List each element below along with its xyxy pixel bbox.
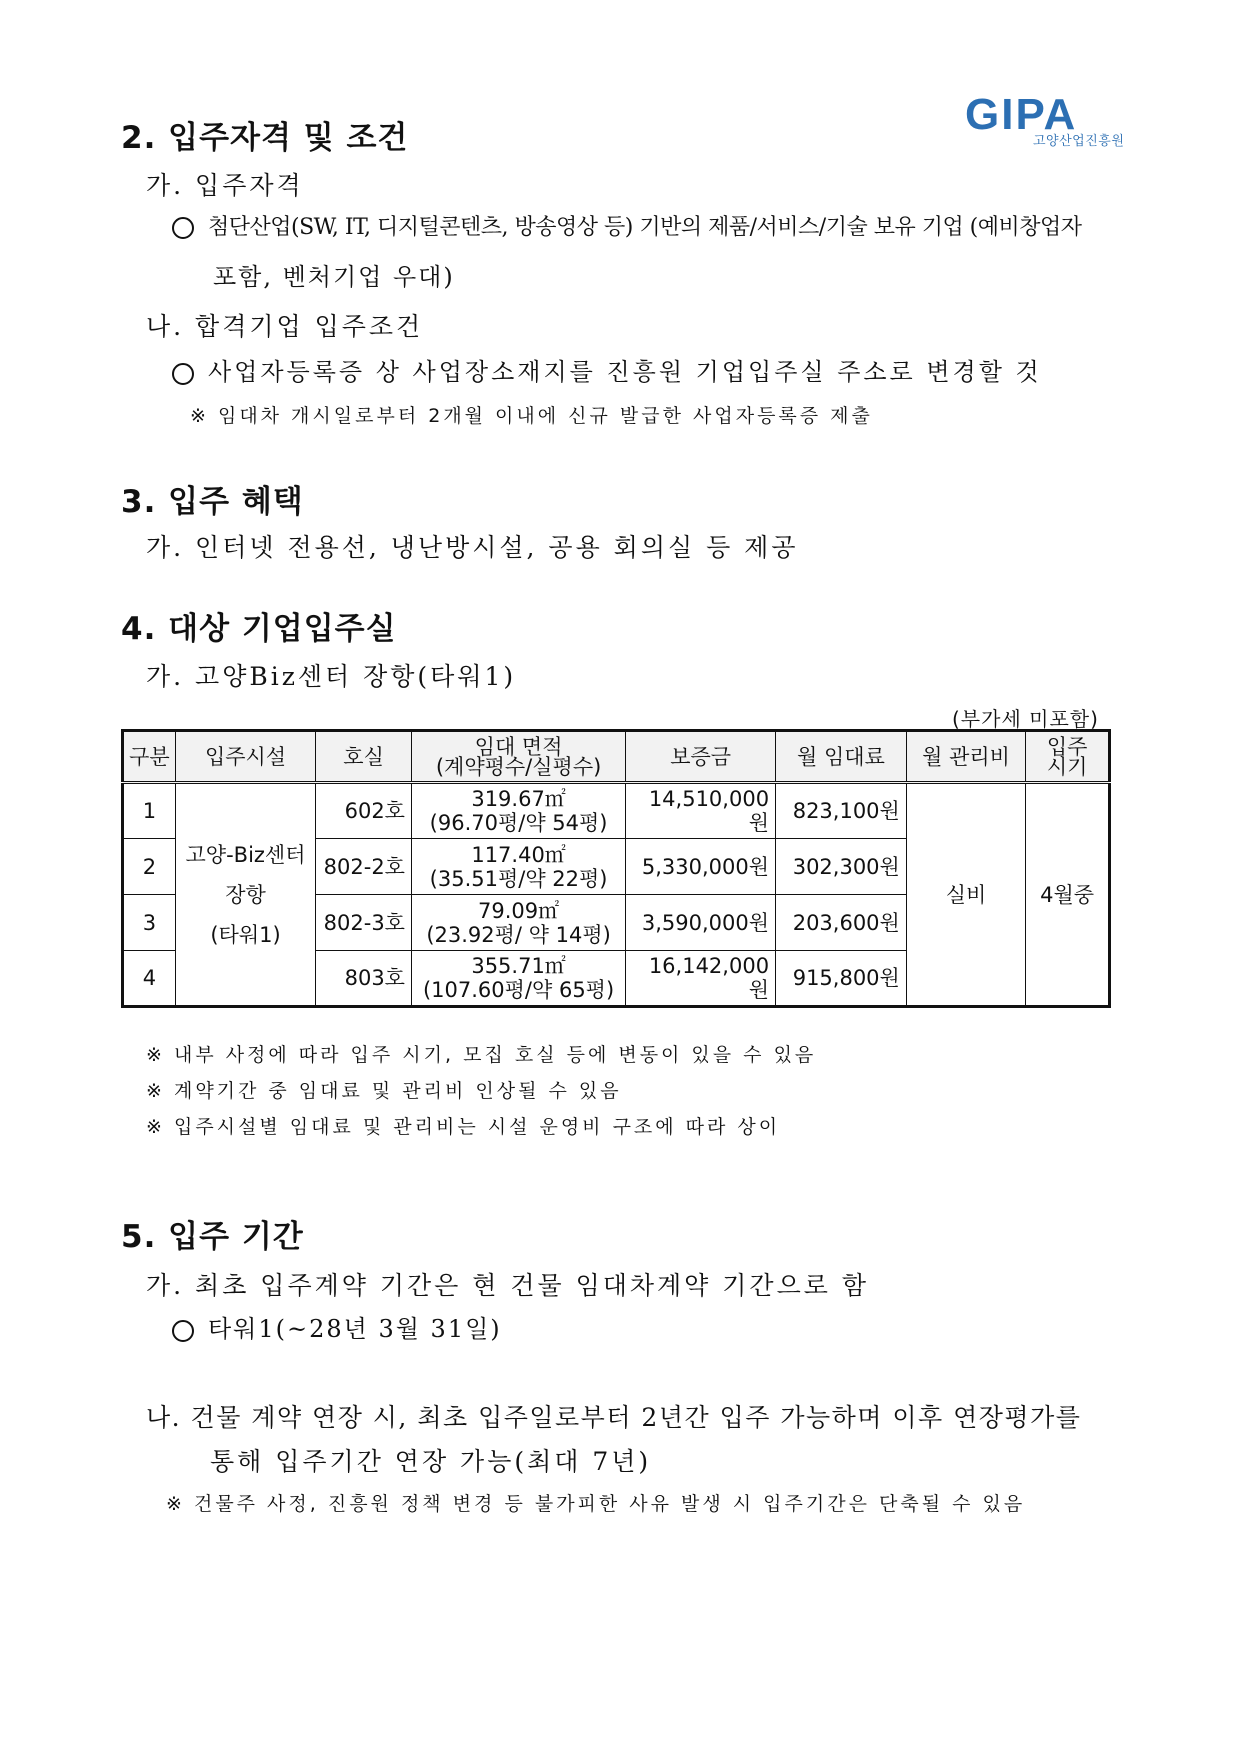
bullet-text: 첨단산업(SW, IT, 디지털콘텐츠, 방송영상 등) 기반의 제품/서비스/기술 보유 기업 (예비창업자 <box>208 215 1082 240</box>
cell-room: 602호 <box>316 783 412 839</box>
cell-time: 4월중 <box>1026 783 1110 1007</box>
header-rent: 월 임대료 <box>776 731 907 783</box>
cell-rent: 823,100원 <box>776 783 907 839</box>
header-area <box>411 731 625 783</box>
section-4a-label: 가. 고양Biz센터 장항(타워1) <box>146 662 517 691</box>
cell-deposit: 14,510,000원 <box>626 783 776 839</box>
table-row <box>123 783 1110 839</box>
area-m2: 79.09㎡ <box>478 898 560 923</box>
area-py: (35.51평/약 22평) <box>429 866 608 891</box>
cell-deposit: 16,142,000원 <box>626 951 776 1007</box>
cell-room: 802-2호 <box>316 839 412 895</box>
cell-deposit: 5,330,000원 <box>626 839 776 895</box>
cell-facility <box>175 783 315 1007</box>
cell-rent: 915,800원 <box>776 951 907 1007</box>
header-time-line1: 입주 <box>1046 734 1088 759</box>
cell-area <box>411 895 625 951</box>
section-2b-label: 나. 합격기업 입주조건 <box>146 312 424 341</box>
table-note-2: ※ 계약기간 중 임대료 및 관리비 인상될 수 있음 <box>146 1080 622 1102</box>
header-facility: 입주시설 <box>175 731 315 783</box>
circle-bullet-icon <box>172 363 194 385</box>
section-3-title: 3. 입주 혜택 <box>121 484 304 520</box>
table-note-1: ※ 내부 사정에 따라 입주 시기, 모집 호실 등에 변동이 있을 수 있음 <box>146 1044 817 1066</box>
area-py: (96.70평/약 54평) <box>429 811 608 835</box>
cell-no: 4 <box>123 951 176 1007</box>
logo-mark: GIPA <box>965 90 1078 139</box>
header-fee: 월 관리비 <box>906 731 1025 783</box>
bullet-text: 타워1(~28년 3월 31일) <box>208 1315 502 1343</box>
section-2a-label: 가. 입주자격 <box>146 171 304 200</box>
area-m2: 355.71㎡ <box>471 954 566 978</box>
section-4-title: 4. 대상 기업입주실 <box>121 611 397 647</box>
cell-area <box>411 951 625 1007</box>
section-2-title: 2. 입주자격 및 조건 <box>121 120 409 156</box>
section-2a-bullet-cont: 포함, 벤처기업 우대) <box>213 263 455 291</box>
facility-line1: 고양-Biz센터 <box>185 842 306 867</box>
facility-line3: (타워1) <box>210 922 281 947</box>
section-5b-note: ※ 건물주 사정, 진흥원 정책 변경 등 불가피한 사유 발생 시 입주기간은 단축될 수 있음 <box>166 1493 1026 1515</box>
cell-area <box>411 839 625 895</box>
area-m2: 319.67㎡ <box>471 787 566 811</box>
cell-no: 2 <box>123 839 176 895</box>
header-time-line2: 시기 <box>1046 754 1088 779</box>
cell-room: 802-3호 <box>316 895 412 951</box>
logo-subtitle: 고양산업진흥원 <box>1033 134 1125 149</box>
circle-bullet-icon <box>172 217 194 239</box>
header-deposit: 보증금 <box>626 731 776 783</box>
section-5b-label: 나. 건물 계약 연장 시, 최초 입주일로부터 2년간 입주 가능하며 이후 연장평가를 <box>146 1403 1082 1432</box>
facility-line2: 장항 <box>225 882 266 907</box>
header-time <box>1026 731 1110 783</box>
section-5-title: 5. 입주 기간 <box>121 1219 304 1255</box>
vat-note: (부가세 미포함) <box>952 707 1099 731</box>
cell-fee: 실비 <box>906 783 1025 1007</box>
section-2b-note: ※ 임대차 개시일로부터 2개월 이내에 신규 발급한 사업자등록증 제출 <box>190 405 873 427</box>
area-py: (23.92평/ 약 14평) <box>426 922 611 947</box>
header-room: 호실 <box>316 731 412 783</box>
section-5a-label: 가. 최초 입주계약 기간은 현 건물 임대차계약 기간으로 함 <box>146 1271 869 1300</box>
section-2a-bullet <box>172 210 1082 241</box>
area-m2: 117.40㎡ <box>471 842 566 867</box>
table-note-3: ※ 입주시설별 임대료 및 관리비는 시설 운영비 구조에 따라 상이 <box>146 1116 781 1138</box>
section-5a-bullet <box>172 1309 502 1344</box>
cell-rent: 302,300원 <box>776 839 907 895</box>
section-3a-label: 가. 인터넷 전용선, 냉난방시설, 공용 회의실 등 제공 <box>146 533 799 562</box>
cell-no: 3 <box>123 895 176 951</box>
cell-deposit: 3,590,000원 <box>626 895 776 951</box>
section-5b-label-cont: 통해 입주기간 연장 가능(최대 7년) <box>210 1447 652 1476</box>
cell-no: 1 <box>123 783 176 839</box>
bullet-text: 사업자등록증 상 사업장소재지를 진흥원 기업입주실 주소로 변경할 것 <box>208 358 1042 386</box>
table-header-row <box>123 731 1110 783</box>
header-area-line2: (계약평수/실평수) <box>435 754 602 779</box>
header-area-line1: 임대 면적 <box>474 734 563 759</box>
header-no: 구분 <box>123 731 176 783</box>
rooms-table <box>121 729 1111 1008</box>
circle-bullet-icon <box>172 1320 194 1342</box>
section-2b-bullet <box>172 352 1042 387</box>
area-py: (107.60평/약 65평) <box>422 978 615 1002</box>
cell-room: 803호 <box>316 951 412 1007</box>
cell-rent: 203,600원 <box>776 895 907 951</box>
cell-area <box>411 783 625 839</box>
gipa-logo <box>965 90 1130 150</box>
